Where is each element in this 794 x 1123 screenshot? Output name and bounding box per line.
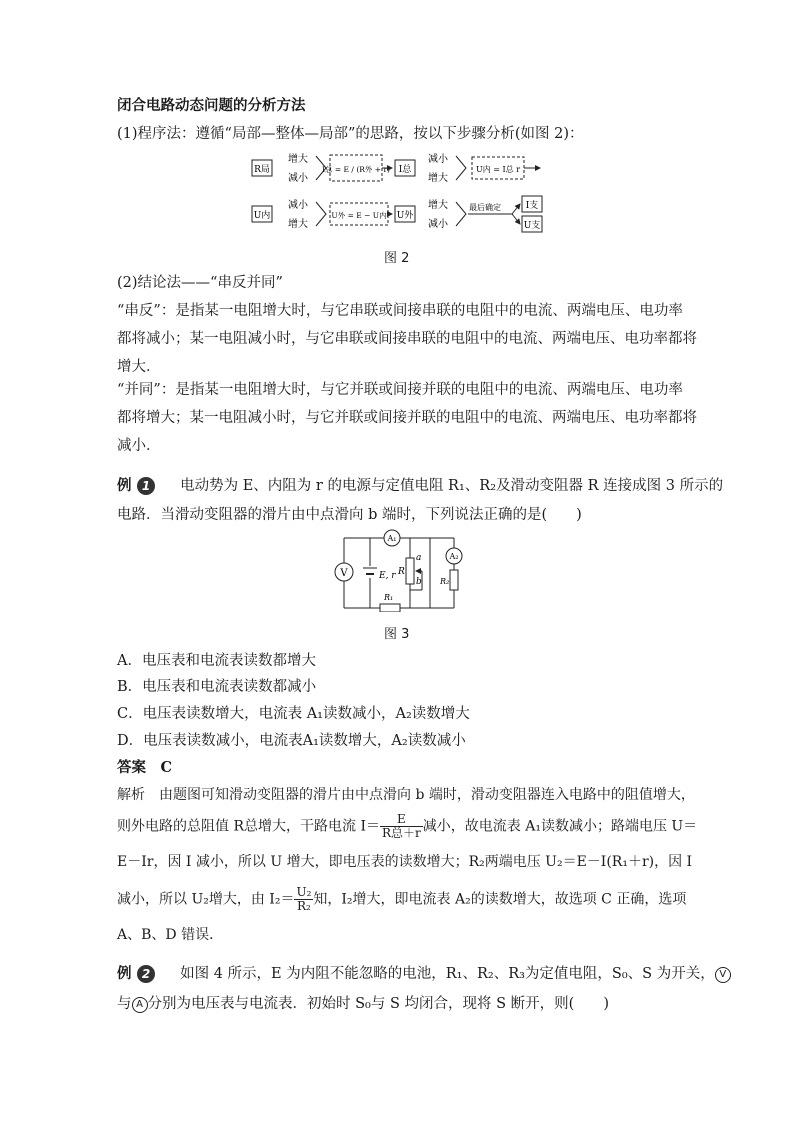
solution-fraction-current: $\frac{E}{\text{R总＋r}}$: [381, 812, 421, 840]
method2-text: (2)结论法——“串反并同”: [117, 275, 283, 291]
resistor-r1-symbol: [380, 604, 400, 612]
solution-line-1: 解析 由题图可知滑动变阻器的滑片由中点滑向 b 端时，滑动变阻器连入电路中的阻值增大，: [117, 787, 695, 803]
ammeter-symbol-inline: A: [132, 997, 148, 1013]
example-2-stem-line-1: 例 2 如图 4 所示，E 为内阻不能忽略的电池，R₁、R₂、R₃为定值电阻，S₀、S 为开关， V: [117, 964, 731, 984]
chuanfan-line-1: “串反”：是指某一电阻增大时，与它串联或间接串联的电阻中的电流、两端电压、电功率: [117, 303, 683, 319]
svg-text:R₁: R₁: [384, 593, 394, 602]
answer: 答案 C: [117, 759, 173, 776]
svg-text:a: a: [416, 553, 422, 563]
battery-label: E, r: [379, 571, 396, 581]
svg-text:R₂: R₂: [440, 577, 450, 586]
resistor-r2-symbol: [450, 570, 458, 590]
solution-line-4: 减小，所以 U₂增大，由 I₂＝ $\frac{\text{U₂}}{\text{R₂}}$ 知，I₂增大，即电流表 A₂的读数增大，故选项 C 正确，选项: [117, 885, 687, 913]
fig2-r2-inc: 增大: [288, 219, 308, 230]
example-1-stem-line-2: 电路．当滑动变阻器的滑片由中点滑向 b 端时，下列说法正确的是( ): [117, 507, 582, 523]
option-c: C．电压表读数增大，电流表 A₁读数减小，A₂读数增大: [117, 706, 470, 722]
example-2-stem-line-2: 与 A 分别为电压表与电流表．初始时 S₀与 S 均闭合，现将 S 断开，则( ): [117, 996, 609, 1012]
fig2-uouter: U外: [396, 211, 414, 221]
svg-text:b: b: [416, 577, 422, 587]
fig2-itotal: I总: [398, 165, 412, 175]
solution-line-3: E－Ir，因 I 减小，所以 U 增大，即电压表的读数增大；R₂两端电压 U₂＝E－I(R₁＋r)，因 I: [117, 854, 693, 870]
svg-text:R: R: [398, 567, 405, 577]
chuanfan-line-3: 增大．: [117, 359, 161, 375]
rheostat-symbol: [406, 558, 414, 584]
fig2-r1-inc: 增大: [288, 154, 308, 165]
chuanfan-line-2: 都将减小；某一电阻减小时，与它串联或间接串联的电阻中的电流、两端电压、电功率都将: [117, 331, 697, 347]
example-1-stem-line-1: 例 1 电动势为 E、内阻为 r 的电源与定值电阻 R₁、R₂及滑动变阻器 R 连接成图 3 所示的: [117, 477, 724, 494]
fig2-r2-inc2: 增大: [428, 200, 448, 211]
fig2-uinner-formula: U内 = I总 r: [475, 165, 521, 174]
svg-text:A₁: A₁: [387, 534, 397, 543]
binglong-line-3: 减小．: [117, 438, 161, 454]
option-b: B．电压表和电流表读数都减小: [117, 679, 317, 695]
fig2-itotal-formula: I总 = E / (R外 + r): [322, 165, 390, 174]
section-heading: 闭合电路动态问题的分析方法: [117, 97, 306, 114]
svg-text:V: V: [340, 568, 348, 579]
option-a: A．电压表和电流表读数都增大: [117, 653, 316, 669]
option-d: D．电压表读数减小，电流表A₁读数增大，A₂读数减小: [117, 733, 466, 749]
fig2-uinner: U内: [253, 211, 271, 221]
fig2-final-label: 最后确定: [469, 203, 501, 212]
fig2-r1-dec: 减小: [288, 173, 308, 184]
svg-text:A₂: A₂: [449, 552, 459, 561]
binglong-line-1: “并同”：是指某一电阻增大时，与它并联或间接并联的电阻中的电流、两端电压、电功率: [117, 382, 683, 398]
example-1-number: 1: [137, 477, 155, 495]
figure-3-caption: 图 3: [384, 627, 410, 642]
fig2-r2-dec2: 减小: [428, 219, 448, 230]
fig2-ubranch: U支: [523, 221, 541, 231]
solution-line-2: 则外电路的总阻值 R总增大，干路电流 I＝ $\frac{E}{\text{R总＋r}}$ 减小，故电流表 A₁读数减小；路端电压 U＝: [117, 812, 698, 840]
figure-2-caption: 图 2: [384, 251, 410, 266]
method1-text: (1)程序法：遵循“局部—整体—局部”的思路，按以下步骤分析(如图 2)：: [117, 126, 584, 142]
fig2-ibranch: I支: [525, 201, 539, 211]
figure-3-circuit: [330, 528, 470, 612]
fig2-r1-dec2: 减小: [428, 154, 448, 165]
fig2-r2-dec: 减小: [288, 200, 308, 211]
example-2-badge: 例 2: [117, 964, 156, 984]
example-2-number: 2: [137, 965, 155, 983]
fig2-r-local: R局: [254, 165, 270, 175]
fig2-uouter-formula: U外 = E − U内: [331, 211, 387, 220]
binglong-line-2: 都将增大；某一电阻减小时，与它并联或间接并联的电阻中的电流、两端电压、电功率都将: [117, 410, 697, 426]
solution-fraction-i2: $\frac{\text{U₂}}{\text{R₂}}$: [296, 885, 312, 913]
solution-line-5: A、B、D 错误．: [117, 927, 224, 943]
voltmeter-symbol-inline: V: [715, 967, 731, 983]
fig2-r1-inc2: 增大: [428, 173, 448, 184]
example-1-badge: 例 1: [117, 476, 156, 496]
figure-2-flow-diagram: [250, 148, 550, 238]
